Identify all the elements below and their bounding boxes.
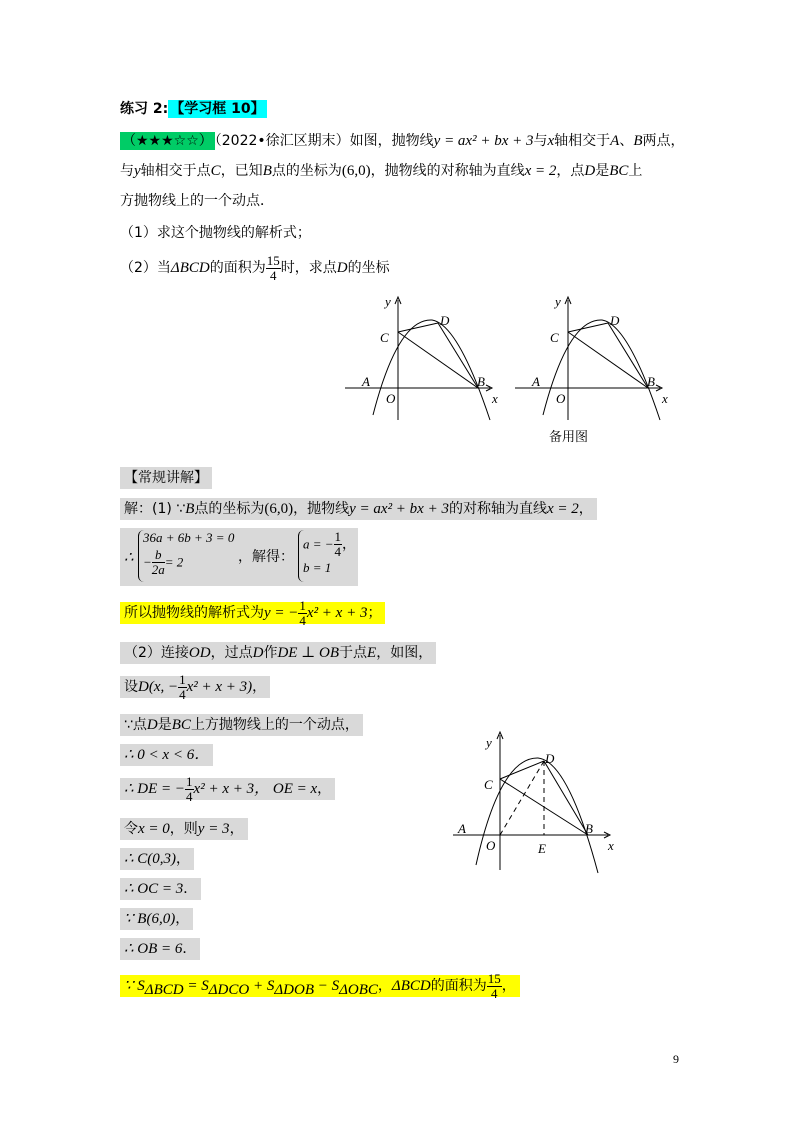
area-fraction [266,254,281,283]
solution-line-1-box [120,498,597,520]
sol-text: ， [252,679,267,695]
solution-header-text: 【常规讲解】 [120,467,212,489]
b-coord-line [120,908,193,930]
label-x: x [608,838,614,853]
problem-text: 如图，抛物线 [349,133,434,149]
equals-2: = 2 [164,554,184,570]
perpendicular-relation: DE ⊥ OB [277,645,340,661]
area-s: + S [249,978,275,994]
oc-box [120,878,201,900]
parabola-equation: y = ax² + bx + 3 [349,501,449,517]
problem-line-2 [120,160,642,182]
label-y: y [555,294,561,309]
problem-text: 与 [120,163,134,179]
result-box [120,597,385,628]
area-subscript: ΔDOB [274,981,314,998]
fraction-denominator: 4 [490,985,498,1001]
equation-system-box [120,528,358,586]
area-fraction [487,972,502,1001]
area-subscript: ΔBCD [144,981,184,998]
solve-label: ，解得： [238,549,294,565]
sol-text: 设 [124,679,138,695]
segment-db [608,323,648,388]
segment-od: OD [188,645,211,661]
one-quarter [178,673,187,702]
label-a: A [532,374,540,389]
b-coord-box [120,908,193,930]
b-over-2a [152,548,165,577]
q2-text: 的面积为 [209,260,266,276]
let-box [120,818,248,840]
label-b: B [647,374,655,389]
sol-text: ，如图， [376,645,433,661]
solution-system [298,530,356,582]
sol-text: 作 [263,645,278,661]
label-o: O [386,391,396,406]
sol-text: ． [182,941,197,957]
segment-cd [568,323,608,332]
parabola-figure-main [340,290,510,425]
label-d: D [545,751,555,766]
system-equation-1: 36a + 6b + 3 = 0 [143,530,235,545]
let-line [120,818,248,840]
segment-bc: BC [171,717,191,733]
d-coordinate: D(x, − [138,679,179,695]
parabola-figure-solution [448,725,628,875]
point-c: C [210,163,221,179]
one-quarter [185,775,194,804]
problem-text: 、 [619,133,634,149]
segment-db [438,323,478,388]
point-b: B [633,133,643,149]
one-quarter [298,599,307,628]
equation-system [138,530,234,582]
problem-text: 与 [533,133,548,149]
area-s: = S [183,978,209,994]
sol-text: ， [501,978,516,994]
fraction-numerator: 1 [334,529,342,544]
parabola-curve [476,758,598,873]
result-lhs: y = − [264,605,299,621]
problem-text: 是 [595,163,610,179]
sol-text: ， [229,821,244,837]
oc-length: ∴ OC = 3 [124,881,184,897]
point-e: E [367,645,377,661]
problem-text: ，点 [556,163,585,179]
label-c: C [380,330,389,345]
sol-text: ， [176,851,191,867]
area-subscript: ΔOBC [339,981,378,998]
page-number: 9 [673,1052,679,1066]
segment-cd [500,761,544,779]
problem-text: 上 [628,163,643,179]
sol-text: ． [183,881,198,897]
point-b: B [185,501,195,517]
point-b-coordinate: (6,0) [341,163,371,179]
study-box-tag: 【学习框 10】 [170,101,265,117]
sol-text: 点的坐标为 [194,501,265,517]
sol-text: ， [377,978,392,994]
fraction-numerator: 1 [186,773,193,789]
result-line [120,598,385,628]
label-d: D [440,313,450,328]
triangle-bcd: ΔBCD [170,260,210,276]
x-range: ∴ 0 < x < 6． [120,744,213,766]
d-coordinate-rest: x² + x + 3) [186,679,253,695]
problem-line-3: 方抛物线上的一个动点． [120,193,274,209]
since-d-line [120,714,363,736]
problem-text: 点的坐标为 [271,163,342,179]
result-rhs: x² + x + 3 [306,605,368,621]
c-coord-line [120,848,194,870]
fraction-denominator: 4 [299,612,306,628]
c-coordinate: ∴ C(0,3) [124,851,177,867]
since-d-box [120,714,363,736]
solution-b: b = 1 [303,560,332,575]
fraction-denominator: 4 [186,788,193,804]
difficulty-stars: （★★★☆☆） [122,133,213,149]
point-a: A [610,133,620,149]
fraction-numerator: 15 [266,252,280,268]
y-equals-3: y = 3 [197,821,230,837]
fraction-numerator: 1 [179,671,186,687]
de-lhs: ∴ DE = − [124,781,186,797]
part-2-line [120,642,436,664]
sol-text: 解：(1) ∵ [124,501,186,517]
point-d: D [252,645,264,661]
segment-cd [398,323,438,332]
segment-bc: BC [609,163,629,179]
label-b: B [477,374,485,389]
parabola-figure-spare [510,290,680,425]
fraction-denominator: 4 [269,267,277,283]
point-d: D [146,717,158,733]
oc-line [120,878,201,900]
ob-box [120,938,200,960]
parabola-equation: y = ax² + bx + 3 [433,133,534,149]
point-d: D [584,163,596,179]
segment-od-dashed [500,761,544,835]
system-equation-2 [143,548,234,577]
label-b: B [585,821,593,836]
result-text: 所以抛物线的解析式为 [124,605,264,621]
symmetry-axis: x = 2 [524,163,557,179]
fraction-denominator: 4 [334,544,342,559]
q2-text: 的坐标 [347,260,390,276]
de-box [120,773,335,804]
problem-text: 轴相交于 [554,133,611,149]
sol-text: ， [317,781,332,797]
sol-text: ， [578,501,593,517]
problem-line-1 [120,130,685,152]
label-o: O [486,838,496,853]
label-a: A [458,821,466,836]
question-1: （1）求这个抛物线的解析式； [120,225,311,241]
q2-text: （2）当 [120,260,171,276]
label-d: D [610,313,620,328]
var-y: y [134,163,141,179]
fraction-denominator: 4 [179,686,186,702]
sol-text: 是 [157,717,172,733]
problem-text: 两点， [642,133,685,149]
segment-db [544,761,588,835]
comma: ， [342,536,357,553]
sol-text: 上方抛物线上的一个动点， [190,717,359,733]
problem-text: 轴相交于点 [140,163,211,179]
set-d-line [120,672,270,702]
triangle-bcd: ΔBCD [391,978,431,994]
exercise-header [120,98,267,120]
area-s: ∵ S [124,978,145,994]
problem-text: ，抛物线的对称轴为直线 [370,163,525,179]
area-s: − S [313,978,340,994]
oe-expression: ， OE = x [254,781,318,797]
label-x: x [492,391,498,406]
spare-figure-caption: 备用图 [549,429,589,444]
c-coord-box [120,848,194,870]
var-x: x [547,133,555,149]
result-text: ； [367,605,382,621]
fraction-numerator: 1 [299,597,306,613]
fraction-denominator: 2a [151,562,165,577]
sol-text: ，过点 [210,645,253,661]
label-c: C [484,777,493,792]
sol-text: ，抛物线 [293,501,350,517]
solution-line-1 [120,498,597,520]
question-2 [120,252,390,284]
one-quarter [334,530,343,559]
point-b-coordinate: (6,0) [264,501,294,517]
range-line [120,744,213,766]
label-e: E [538,841,546,856]
therefore-symbol: ∴ [124,550,134,566]
problem-source: （2022•徐汇区期末） [214,133,350,149]
label-a: A [362,374,370,389]
area-subscript: ΔDCO [208,981,250,998]
sol-text: 于点 [339,645,368,661]
x-equals-0: x = 0 [138,821,170,837]
solution-header [120,467,212,489]
area-box [120,970,520,1001]
sol-text: ，则 [169,821,198,837]
de-line [120,774,335,804]
sol-text: （2）连接 [124,645,189,661]
sol-text: 的对称轴为直线 [448,501,547,517]
label-c: C [550,330,559,345]
label-o: O [556,391,566,406]
a-equals: a = − [303,536,334,552]
fraction-numerator: b [152,548,165,563]
problem-text: ，已知 [220,163,263,179]
de-rhs: x² + x + 3 [193,781,255,797]
sol-text: ∵点 [124,717,147,733]
area-line [120,970,520,1006]
minus-sign: − [143,554,152,570]
label-x: x [662,391,668,406]
set-d-box [120,671,270,702]
sol-text: 的面积为 [430,978,487,994]
fraction-numerator: 15 [487,970,501,986]
exercise-label: 练习 2: [120,101,169,117]
label-y: y [486,735,492,750]
q2-text: 时，求点 [280,260,337,276]
point-b: B [262,163,272,179]
label-y: y [385,294,391,309]
solution-a [303,530,356,559]
b-coordinate: ∵ B(6,0) [124,911,176,927]
sol-text: ， [175,911,190,927]
symmetry-axis: x = 2 [546,501,579,517]
part-2-box [120,642,436,664]
point-d: D [336,260,348,276]
ob-line [120,938,200,960]
sol-text: 令 [124,821,138,837]
ob-length: ∴ OB = 6 [124,941,183,957]
